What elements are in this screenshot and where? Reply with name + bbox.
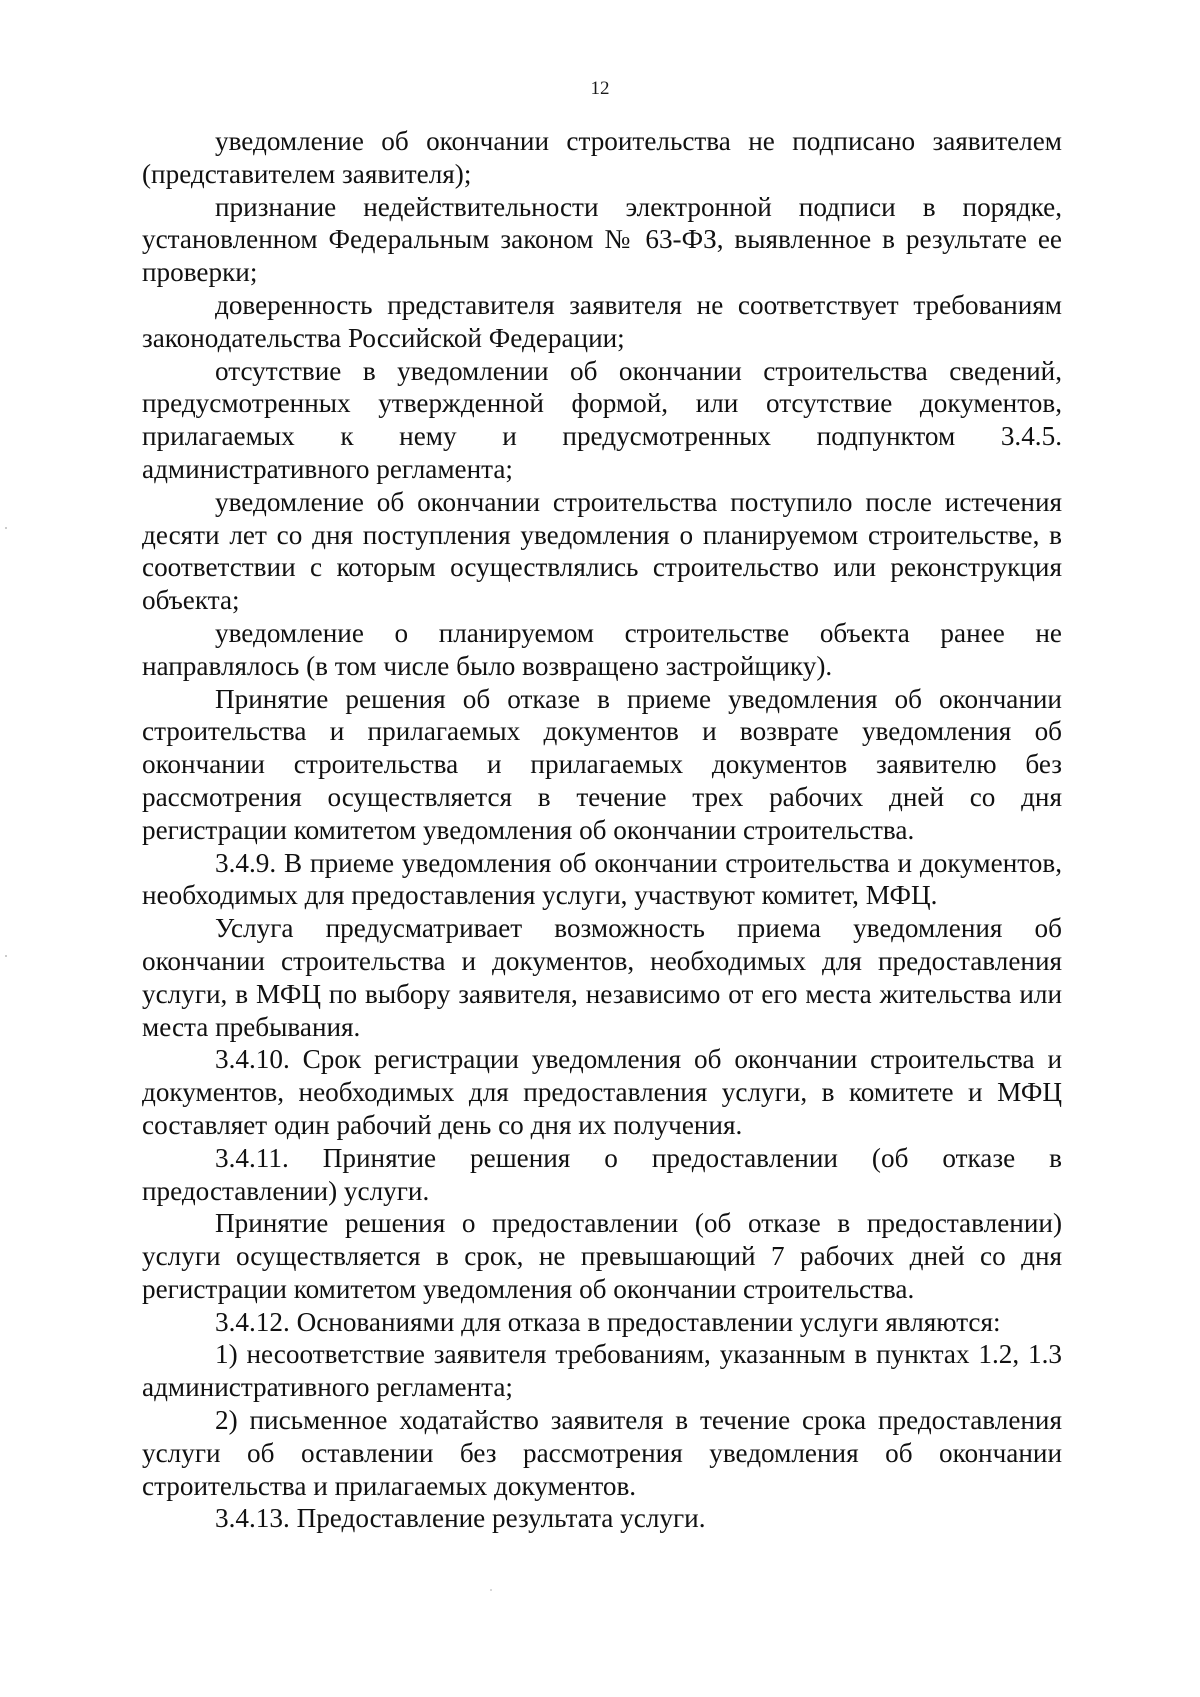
paragraph: 3.4.9. В приеме уведомления об окончании строительства и документов, необходимых для предоставления услуги, участвуют комитет, МФЦ. bbox=[142, 847, 1062, 911]
scan-speck bbox=[5, 955, 7, 957]
document-body bbox=[142, 125, 1062, 1535]
page-number: 12 bbox=[590, 78, 610, 99]
paragraph: 3.4.10. Срок регистрации уведомления об окончании строительства и документов, необходимых для предоставления услуги, в комитете и МФЦ составляет один рабочий день со дня их получения. bbox=[142, 1044, 1062, 1140]
paragraph: уведомление о планируемом строительстве объекта ранее не направлялось (в том числе было возвращено застройщику). bbox=[142, 617, 1062, 681]
paragraph: 1) несоответствие заявителя требованиям, указанным в пунктах 1.2, 1.3 административного регламента; bbox=[142, 1339, 1062, 1403]
paragraph: Услуга предусматривает возможность приема уведомления об окончании строительства и документов, необходимых для предоставления услуги, в МФЦ по выбору заявителя, независимо от его места жительства или места пребывания. bbox=[142, 913, 1062, 1042]
paragraph: 3.4.12. Основаниями для отказа в предоставлении услуги являются: bbox=[215, 1306, 1001, 1337]
paragraph: уведомление об окончании строительства не подписано заявителем (представителем заявителя); bbox=[142, 126, 1062, 189]
paragraph: 3.4.13. Предоставление результата услуги. bbox=[215, 1503, 706, 1534]
paragraph: 3.4.11. Принятие решения о предоставлении (об отказе в предоставлении) услуги. bbox=[142, 1142, 1062, 1206]
paragraph: 2) письменное ходатайство заявителя в течение срока предоставления услуги об оставлении без рассмотрения уведомления об окончании строительства и прилагаемых документов. bbox=[142, 1405, 1062, 1501]
paragraph: доверенность представителя заявителя не соответствует требованиям законодательства Российской Федерации; bbox=[142, 289, 1062, 353]
paragraph: Принятие решения о предоставлении (об отказе в предоставлении) услуги осуществляется в срок, не превышающий 7 рабочих дней со дня регистрации комитетом уведомления об окончании строительства. bbox=[142, 1208, 1062, 1304]
paragraph: отсутствие в уведомлении об окончании строительства сведений, предусмотренных утвержденной формой, или отсутствие документов, прилагаемых к нему и предусмотренных подпунктом 3.4.5. административного регламента; bbox=[142, 355, 1062, 484]
paragraph: признание недействительности электронной подписи в порядке, установленном Федеральным законом № 63-ФЗ, выявленное в результате ее проверки; bbox=[142, 191, 1062, 288]
paragraph: уведомление об окончании строительства поступило после истечения десяти лет со дня поступления уведомления о планируемом строительстве, в соответствии с которым осуществлялись строительство или реконструкция объекта; bbox=[142, 486, 1062, 616]
scan-speck bbox=[5, 527, 7, 529]
paragraph: Принятие решения об отказе в приеме уведомления об окончании строительства и прилагаемых документов и возврате уведомления об окончании строительства и прилагаемых документов заявителю без рассмотрения осуществляется в течение трех рабочих дней со дня регистрации комитетом уведомления об окончании строительства. bbox=[142, 683, 1062, 845]
scan-speck bbox=[490, 1589, 492, 1591]
